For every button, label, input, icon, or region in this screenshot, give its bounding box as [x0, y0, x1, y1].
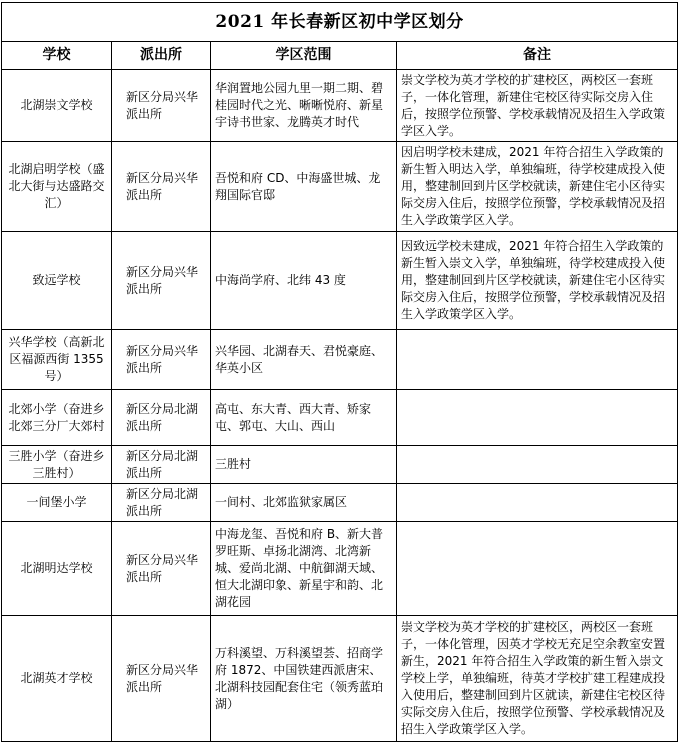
- header-note: 备注: [397, 42, 678, 70]
- table-row: [2, 484, 678, 522]
- table-row: [2, 70, 678, 142]
- station-cell: 新区分局北湖派出所: [112, 484, 211, 522]
- school-cell: 三胜小学（奋进乡三胜村）: [2, 446, 112, 484]
- station-cell: 新区分局北湖派出所: [112, 390, 211, 446]
- station-cell: 新区分局兴华派出所: [112, 232, 211, 330]
- note-cell: 因启明学校未建成，2021 年符合招生入学政策的新生暂入明达入学，单独编班，待学校建成投入使用，整建制回到片区学校就读，新建住宅小区待实际交房入住后，按照学位预警，学校承载情况及招生入学政策学区入学。: [397, 142, 678, 232]
- range-cell: 高屯、东大青、西大青、矫家屯、郭屯、大山、西山: [211, 390, 397, 446]
- header-row: [2, 42, 678, 70]
- note-cell: 因致远学校未建成，2021 年符合招生入学政策的新生暂入崇文入学，单独编班，待学校建成投入使用，整建制回到片区学校就读，新建住宅小区待实际交房入住后，按照学位预警，学校承载情况及招生入学政策学区入学。: [397, 232, 678, 330]
- range-cell: 三胜村: [211, 446, 397, 484]
- school-cell: 致远学校: [2, 232, 112, 330]
- school-cell: 北湖英才学校: [2, 616, 112, 742]
- table-title: 2021 年长春新区初中学区划分: [2, 3, 678, 42]
- table-row: [2, 616, 678, 742]
- range-cell: 中海龙玺、吾悦和府 B、新大普罗旺斯、卓扬北湖湾、北湾新城、爱尚北湖、中航御湖天域、恒大北湖印象、新星宇和韵、北湖花园: [211, 522, 397, 616]
- note-cell: 崇文学校为英才学校的扩建校区，两校区一套班子，一体化管理，新建住宅校区待实际交房入住后，按照学位预警、学校承载情况及招生入学政策学区入学。: [397, 70, 678, 142]
- table-row: [2, 390, 678, 446]
- school-cell: 北湖崇文学校: [2, 70, 112, 142]
- school-cell: 北湖启明学校（盛北大街与达盛路交汇）: [2, 142, 112, 232]
- station-cell: 新区分局兴华派出所: [112, 142, 211, 232]
- range-cell: 吾悦和府 CD、中海盛世城、龙翔国际官邸: [211, 142, 397, 232]
- header-station: 派出所: [112, 42, 211, 70]
- range-cell: 一间村、北郊监狱家属区: [211, 484, 397, 522]
- station-cell: 新区分局兴华派出所: [112, 522, 211, 616]
- station-cell: 新区分局兴华派出所: [112, 330, 211, 390]
- range-cell: 万科溪望、万科溪望荟、招商学府 1872、中国铁建西派唐宋、北湖科技园配套住宅（领秀蓝珀湖）: [211, 616, 397, 742]
- table-row: [2, 232, 678, 330]
- table-row: [2, 446, 678, 484]
- range-cell: 中海尚学府、北纬 43 度: [211, 232, 397, 330]
- school-cell: 北湖明达学校: [2, 522, 112, 616]
- note-cell: 崇文学校为英才学校的扩建校区，两校区一套班子，一体化管理，因英才学校无充足空余教室安置新生，2021 年符合招生入学政策的新生暂入崇文学校上学，单独编班，待英才学校扩建工程建成投入使用后，整建制回到片区就读，新建住宅校区待实际交房入住后，按照学位预警、学校承载情况及招生入学政策学区入学。: [397, 616, 678, 742]
- range-cell: 华润置地公园九里一期二期、碧桂园时代之光、晰晰悦府、新星宇诗书世家、龙腾英才时代: [211, 70, 397, 142]
- note-cell: [397, 484, 678, 522]
- station-cell: 新区分局北湖派出所: [112, 446, 211, 484]
- district-table: [1, 2, 678, 742]
- range-cell: 兴华园、北湖春天、君悦豪庭、华英小区: [211, 330, 397, 390]
- station-cell: 新区分局兴华派出所: [112, 70, 211, 142]
- title-row: [2, 3, 678, 42]
- table-row: [2, 330, 678, 390]
- school-cell: 兴华学校（高新北区福源西街 1355 号）: [2, 330, 112, 390]
- school-cell: 北郊小学（奋进乡北郊三分厂大郊村: [2, 390, 112, 446]
- table-row: [2, 142, 678, 232]
- school-cell: 一间堡小学: [2, 484, 112, 522]
- note-cell: [397, 522, 678, 616]
- header-range: 学区范围: [211, 42, 397, 70]
- note-cell: [397, 330, 678, 390]
- table-row: [2, 522, 678, 616]
- note-cell: [397, 446, 678, 484]
- note-cell: [397, 390, 678, 446]
- station-cell: 新区分局兴华派出所: [112, 616, 211, 742]
- header-school: 学校: [2, 42, 112, 70]
